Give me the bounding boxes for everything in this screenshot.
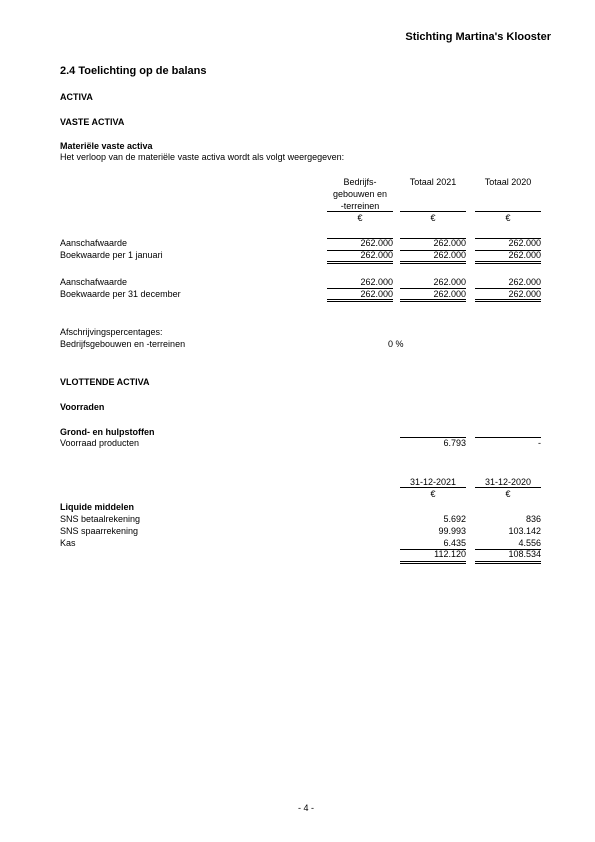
grond-hulpstoffen-heading: Grond- en hulpstoffen	[60, 427, 155, 437]
col-header-bedrijfs-3: -terreinen	[340, 201, 380, 211]
date-header-2021: 31-12-2021	[409, 477, 457, 487]
liquide-total-2021: 112.120	[434, 549, 466, 559]
liquide-row-label: Kas	[60, 538, 76, 548]
mva-row-value: 262.000	[433, 289, 466, 299]
mva-row-value: 262.000	[433, 277, 466, 287]
mva-row-label: Boekwaarde per 1 januari	[60, 250, 163, 260]
col-header-bedrijfs-2: gebouwen en	[332, 189, 388, 199]
section-title: 2.4 Toelichting op de balans	[60, 65, 207, 77]
voorraad-value-2021: 6.793	[443, 438, 466, 448]
liquide-row-value: 6.435	[443, 538, 466, 548]
voorraad-label: Voorraad producten	[60, 438, 140, 448]
liquide-total-2020: 108.534	[508, 549, 541, 559]
mva-row-label: Aanschafwaarde	[60, 238, 128, 248]
depreciation-title: Afschrijvingspercentages:	[60, 327, 163, 337]
mva-title: Materiële vaste activa	[60, 141, 153, 151]
mva-row-value: 262.000	[433, 238, 466, 248]
col-header-totaal-2020: Totaal 2020	[484, 177, 532, 187]
liquide-row-value: 5.692	[443, 514, 466, 524]
mva-row-value: 262.000	[433, 250, 466, 260]
date-header-2020: 31-12-2020	[484, 477, 532, 487]
col-header-bedrijfs-1: Bedrijfs-	[343, 177, 377, 187]
mva-row-value: 262.000	[508, 289, 541, 299]
voorraad-value-2020: -	[538, 438, 541, 448]
mva-row-value: 262.000	[360, 250, 393, 260]
liquide-row-value: 836	[525, 514, 541, 524]
mva-row-value: 262.000	[360, 238, 393, 248]
col-header-totaal-2021: Totaal 2021	[409, 177, 457, 187]
currency-symbol: €	[505, 489, 511, 499]
vlottende-activa-heading: VLOTTENDE ACTIVA	[60, 377, 150, 387]
vaste-activa-heading: VASTE ACTIVA	[60, 117, 125, 127]
depreciation-label: Bedrijfsgebouwen en -terreinen	[60, 339, 186, 349]
mva-row-value: 262.000	[508, 250, 541, 260]
organization-name: Stichting Martina's Klooster	[405, 31, 551, 43]
depreciation-value: 0 %	[388, 339, 404, 349]
liquide-row-value: 103.142	[508, 526, 541, 536]
liquide-row-value: 4.556	[518, 538, 541, 548]
currency-symbol: €	[430, 213, 436, 223]
currency-symbol: €	[505, 213, 511, 223]
liquide-row-label: SNS betaalrekening	[60, 514, 141, 524]
liquide-row-label: SNS spaarrekening	[60, 526, 139, 536]
mva-row-value: 262.000	[360, 289, 393, 299]
mva-row-value: 262.000	[508, 277, 541, 287]
mva-row-label: Boekwaarde per 31 december	[60, 289, 181, 299]
mva-intro: Het verloop van de materiële vaste activa wordt als volgt weergegeven:	[60, 152, 345, 162]
mva-row-label: Aanschafwaarde	[60, 277, 128, 287]
currency-symbol: €	[430, 489, 436, 499]
liquide-row-value: 99.993	[438, 526, 466, 536]
currency-symbol: €	[357, 213, 363, 223]
activa-heading: ACTIVA	[60, 92, 93, 102]
mva-row-value: 262.000	[508, 238, 541, 248]
mva-row-value: 262.000	[360, 277, 393, 287]
voorraden-heading: Voorraden	[60, 402, 105, 412]
page-number: - 4 -	[298, 803, 315, 813]
liquide-middelen-heading: Liquide middelen	[60, 502, 135, 512]
